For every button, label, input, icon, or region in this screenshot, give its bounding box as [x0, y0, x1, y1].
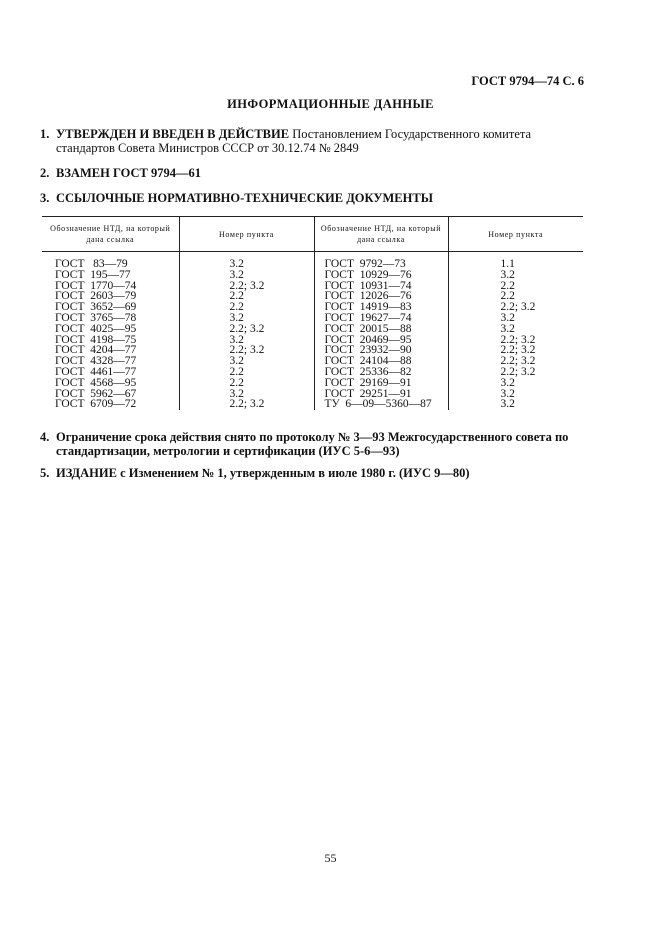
header-doc-designation-left: Обозначение НТД, на который дана ссылка — [42, 217, 179, 252]
doc-designation-cell: ГОСТ 23932—90 — [314, 345, 448, 356]
doc-designation-cell: ГОСТ 10931—74 — [314, 281, 448, 292]
doc-designation-cell: ГОСТ 19627—74 — [314, 313, 448, 324]
doc-designation-cell: ГОСТ 195—77 — [55, 268, 131, 281]
item-bold-text: УТВЕРЖДЕН И ВВЕДЕН В ДЕЙСТВИЕ — [56, 127, 290, 141]
item-reference-documents — [40, 191, 592, 205]
point-number-cell: 3.2 — [179, 356, 314, 367]
doc-designation-cell: ГОСТ 4198—75 — [55, 333, 137, 346]
doc-designation-cell: ГОСТ 10929—76 — [314, 270, 448, 281]
doc-designation-cell: ТУ 6—09—5360—87 — [314, 399, 448, 410]
doc-designation-cell: ГОСТ 6709—72 — [55, 398, 137, 411]
item-text: ВЗАМЕН ГОСТ 9794—61 — [56, 166, 201, 180]
item-number: 5. — [40, 466, 50, 480]
point-number-cell: 3.2 — [448, 270, 583, 281]
point-number-cell: 3.2 — [179, 259, 314, 270]
doc-designation-cell: ГОСТ 24104—88 — [314, 356, 448, 367]
doc-designation-cell: ГОСТ 25336—82 — [314, 367, 448, 378]
doc-designation-cell: ГОСТ 29169—91 — [314, 378, 448, 389]
point-number-cell: 2.2; 3.2 — [179, 281, 314, 292]
doc-designation-cell: ГОСТ 4328—77 — [55, 355, 137, 368]
doc-designation-cell: ГОСТ 5962—67 — [55, 387, 137, 400]
item-normal-text: Постановлением Государственного комитета стандартов Совета Министров СССР от 30.12.74 № 2849 — [56, 127, 532, 155]
point-number-cell: 2.2 — [448, 291, 583, 302]
point-number-cell: 3.2 — [448, 399, 583, 410]
table-header-row — [42, 217, 583, 252]
point-number-cell: 3.2 — [448, 324, 583, 335]
doc-designation-cell: ГОСТ 4025—95 — [55, 322, 137, 335]
table-body — [42, 252, 583, 411]
point-number-cell: 2.2; 3.2 — [179, 345, 314, 356]
table-row — [42, 270, 583, 281]
point-number-cell: 2.2; 3.2 — [448, 367, 583, 378]
item-number: 2. — [40, 166, 50, 180]
point-number-cell: 2.2 — [179, 291, 314, 302]
item-approved — [40, 127, 592, 155]
point-number-cell: 3.2 — [179, 270, 314, 281]
item-text: Ограничение срока действия снято по протоколу № 3—93 Межгосударственного совета по стандартизации, метрологии и сертификации (ИУС 5-6—93) — [56, 430, 569, 458]
point-number-cell: 2.2 — [448, 281, 583, 292]
doc-designation-cell: ГОСТ 20469—95 — [314, 335, 448, 346]
point-number-cell: 3.2 — [448, 389, 583, 400]
doc-designation-cell: ГОСТ 3652—69 — [55, 301, 137, 314]
point-number-cell: 2.2; 3.2 — [448, 335, 583, 346]
doc-designation-cell: ГОСТ 1770—74 — [55, 279, 137, 292]
doc-designation-cell: ГОСТ 20015—88 — [314, 324, 448, 335]
item-number: 1. — [40, 127, 50, 141]
point-number-cell: 2.2 — [179, 378, 314, 389]
point-number-cell: 3.2 — [179, 313, 314, 324]
doc-designation-cell: ГОСТ 29251—91 — [314, 389, 448, 400]
point-number-cell: 2.2; 3.2 — [448, 345, 583, 356]
page-number: 55 — [324, 851, 337, 865]
item-text: ИЗДАНИЕ с Изменением № 1, утвержденным в июле 1980 г. (ИУС 9—80) — [56, 466, 470, 480]
point-number-cell: 2.2 — [179, 367, 314, 378]
header-doc-designation-right: Обозначение НТД, на который дана ссылка — [314, 217, 448, 252]
item-replaces — [40, 166, 592, 180]
doc-designation-cell: ГОСТ 12026—76 — [314, 291, 448, 302]
point-number-cell: 3.2 — [448, 378, 583, 389]
point-number-cell: 3.2 — [179, 389, 314, 400]
item-validity-note — [40, 430, 592, 458]
point-number-cell: 1.1 — [448, 259, 583, 270]
point-number-cell: 2.2; 3.2 — [448, 302, 583, 313]
header-point-number-left: Номер пункта — [179, 217, 314, 252]
table-row — [42, 324, 583, 335]
point-number-cell: 2.2; 3.2 — [448, 356, 583, 367]
item-number: 4. — [40, 430, 50, 444]
doc-designation-cell: ГОСТ 3765—78 — [55, 311, 137, 324]
document-header: ГОСТ 9794—74 С. 6 — [471, 74, 584, 88]
table-row — [42, 399, 583, 410]
doc-designation-cell: ГОСТ 4461—77 — [55, 365, 137, 378]
item-text — [56, 127, 592, 155]
table-row — [42, 378, 583, 389]
section-title: ИНФОРМАЦИОННЫЕ ДАННЫЕ — [227, 97, 434, 111]
item-edition — [40, 466, 592, 480]
doc-designation-cell: ГОСТ 2603—79 — [55, 290, 137, 303]
doc-designation-cell: ГОСТ 14919—83 — [314, 302, 448, 313]
reference-table — [42, 216, 583, 410]
header-point-number-right: Номер пункта — [448, 217, 583, 252]
item-text: ССЫЛОЧНЫЕ НОРМАТИВНО-ТЕХНИЧЕСКИЕ ДОКУМЕНТЫ — [56, 191, 433, 205]
doc-designation-cell: ГОСТ 9792—73 — [314, 259, 448, 270]
item-number: 3. — [40, 191, 50, 205]
point-number-cell: 2.2 — [179, 302, 314, 313]
doc-designation-cell: ГОСТ 4204—77 — [55, 344, 137, 357]
point-number-cell: 3.2 — [448, 313, 583, 324]
doc-designation-cell: ГОСТ 4568—95 — [55, 376, 137, 389]
point-number-cell: 2.2; 3.2 — [179, 399, 314, 410]
point-number-cell: 3.2 — [179, 335, 314, 346]
point-number-cell: 2.2; 3.2 — [179, 324, 314, 335]
doc-designation-cell: ГОСТ 83—79 — [55, 258, 128, 270]
